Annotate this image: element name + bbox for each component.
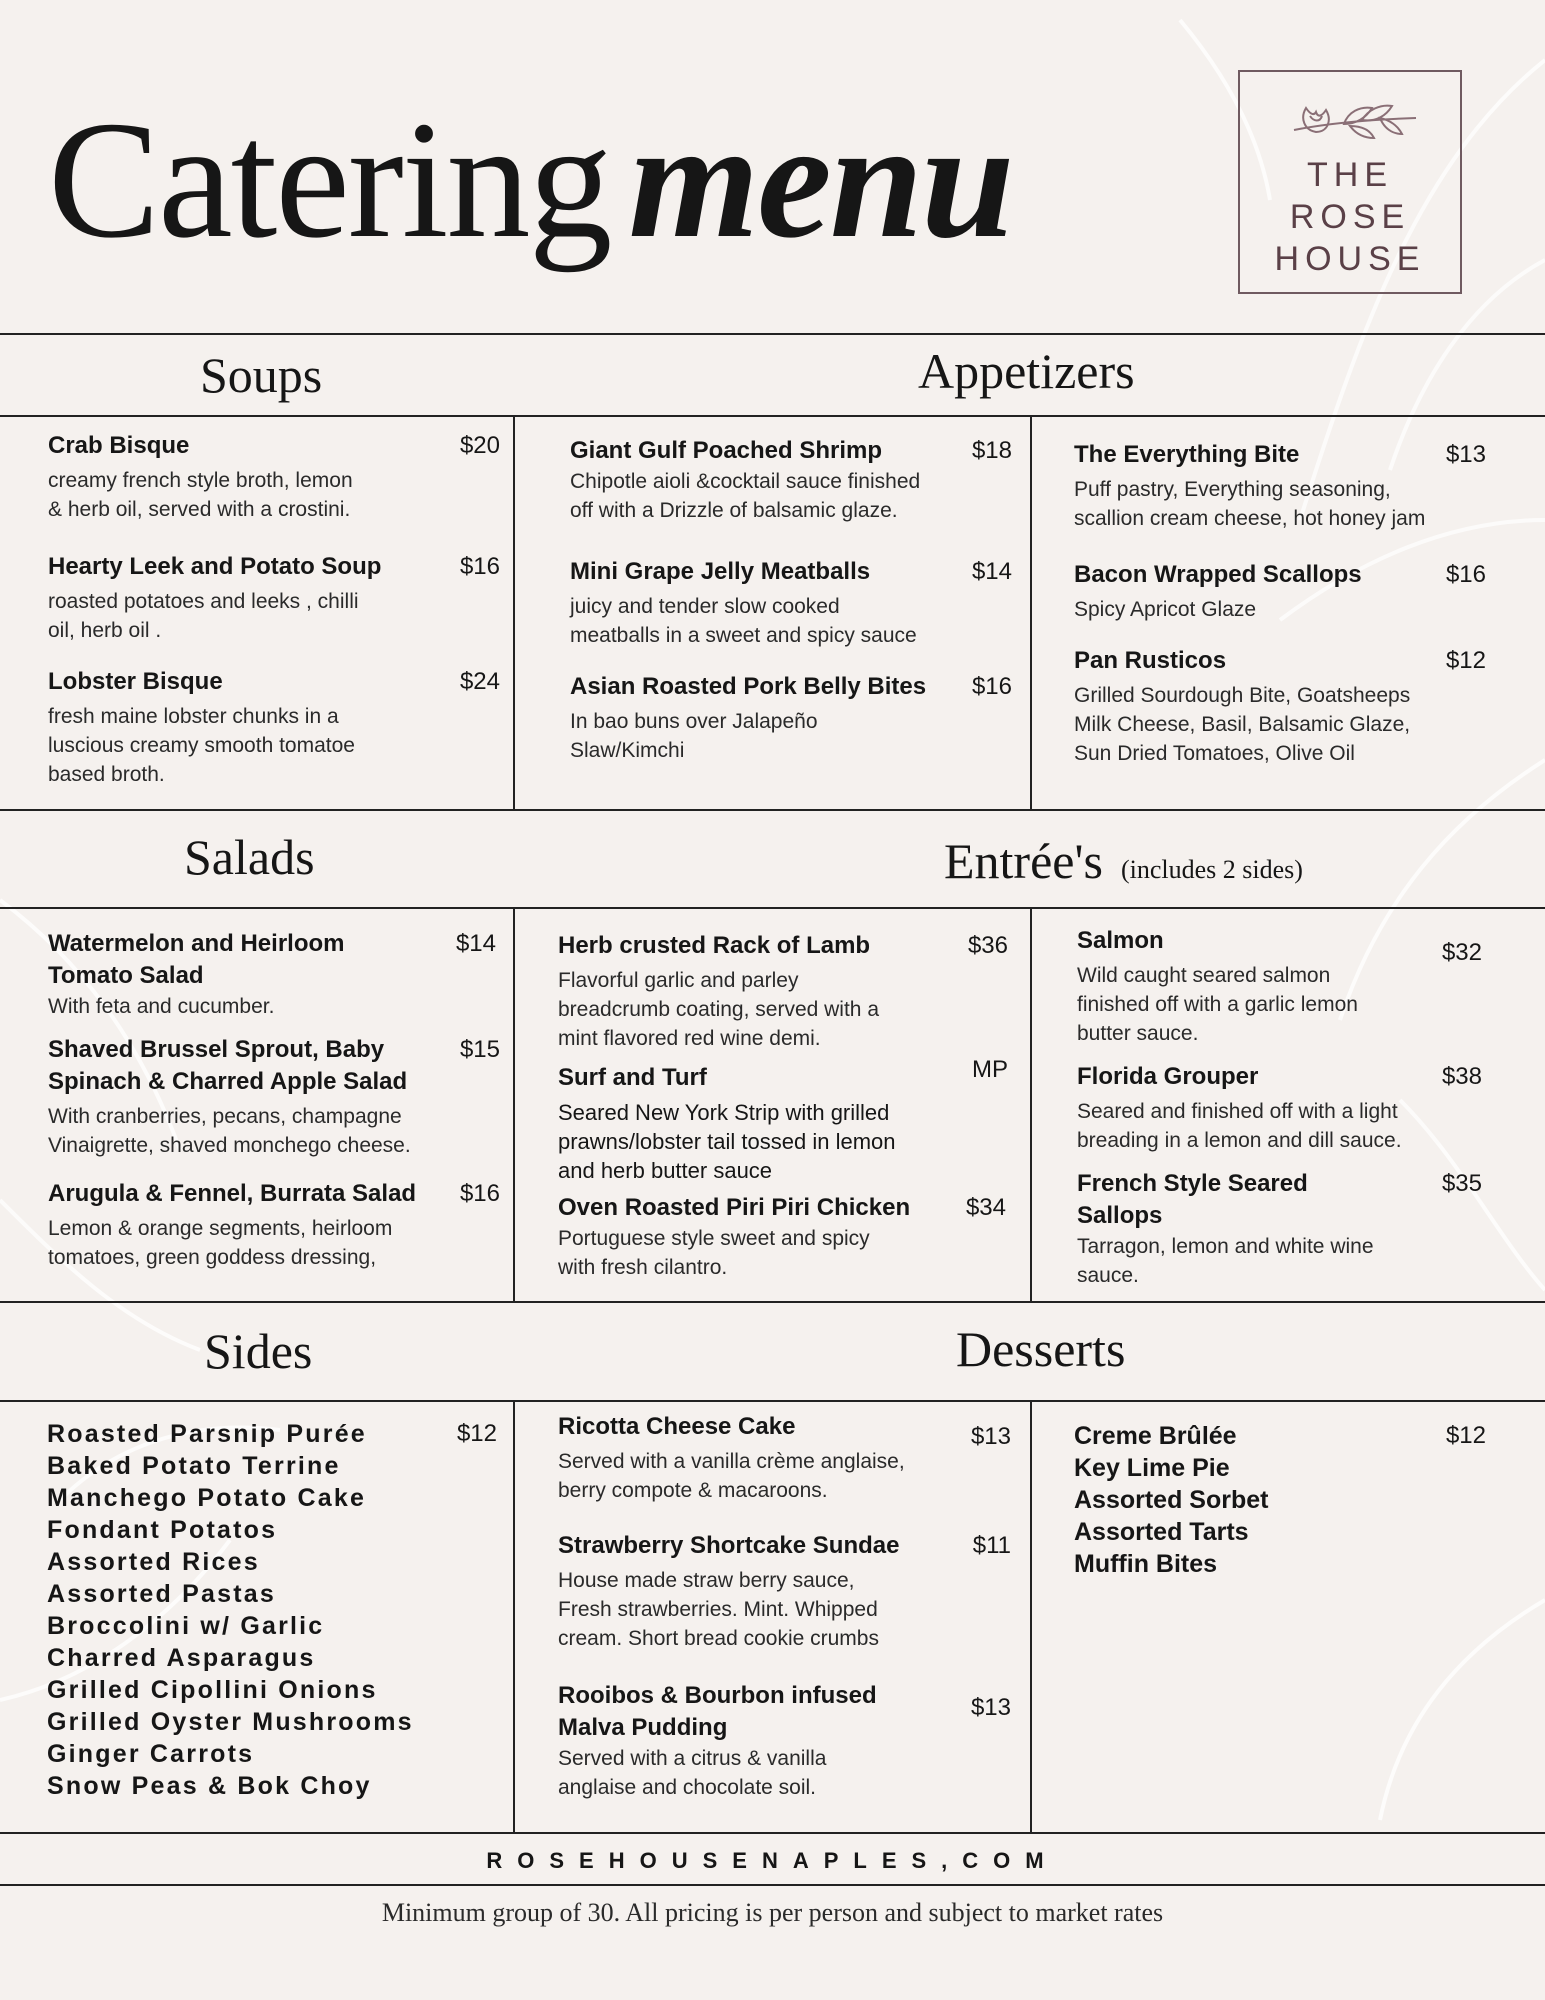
rose-house-logo	[1238, 70, 1462, 294]
desc-line: roasted potatoes and leeks , chilli	[48, 590, 359, 613]
item-price: $11	[972, 1532, 1011, 1559]
desc-line: butter sauce.	[1077, 1022, 1199, 1045]
section-title-salads: Salads	[184, 829, 315, 885]
section-title-soups: Soups	[200, 347, 323, 403]
desc-line: Served with a vanilla crème anglaise,	[558, 1450, 905, 1473]
desc-line: juicy and tender slow cooked	[570, 595, 840, 618]
name-line: Watermelon and Heirloom	[48, 930, 345, 957]
item-name: Herb crusted Rack of Lamb	[558, 932, 871, 959]
column-divider	[513, 1400, 515, 1832]
name-line: Spinach & Charred Apple Salad	[48, 1068, 408, 1095]
logo-line-1: THE	[1307, 156, 1393, 194]
column-divider	[513, 415, 515, 809]
item-price: MP	[972, 1056, 1008, 1083]
menu-item-appetizer	[1074, 439, 1486, 533]
menu-item-appetizer	[1074, 645, 1486, 768]
name-line: Florida Grouper	[1077, 1063, 1259, 1090]
menu-item-dessert	[558, 1680, 1013, 1802]
item-price: $14	[455, 930, 496, 957]
side-item: Charred Asparagus	[47, 1644, 316, 1672]
sides-price: $12	[456, 1420, 497, 1447]
desc-line: Seared New York Strip with grilled	[558, 1100, 890, 1125]
title-main-text: Catering	[48, 87, 611, 273]
footer-note: Minimum group of 30. All pricing is per person and subject to market rates	[381, 1898, 1164, 1927]
desc-line: Tarragon, lemon and white wine	[1077, 1235, 1374, 1258]
menu-item-appetizer	[570, 435, 1012, 525]
item-description	[1077, 1232, 1482, 1290]
desc-line: Flavorful garlic and parley	[558, 969, 799, 992]
section-title-entrees	[944, 832, 1303, 890]
desc-line: Spicy Apricot Glaze	[1074, 598, 1257, 621]
desc-line: fresh maine lobster chunks in a	[48, 705, 339, 728]
desc-line: tomatoes, green goddess dressing,	[48, 1246, 377, 1269]
desc-line: Puff pastry, Everything seasoning,	[1074, 478, 1391, 501]
desc-line: With cranberries, pecans, champagne	[48, 1105, 402, 1128]
item-description	[570, 467, 1012, 525]
desc-line: Grilled Sourdough Bite, Goatsheeps	[1074, 684, 1411, 707]
side-item: Snow Peas & Bok Choy	[47, 1772, 372, 1800]
desc-line: Chipotle aioli &cocktail sauce finished	[570, 470, 921, 493]
entrees-note: (includes 2 sides)	[1120, 855, 1303, 884]
item-description	[48, 1214, 500, 1272]
desc-line: luscious creamy smooth tomatoe	[48, 734, 355, 757]
desc-line: Sun Dried Tomatoes, Olive Oil	[1074, 742, 1355, 765]
title-italic-text: menu	[628, 87, 1013, 273]
divider-top	[0, 333, 1545, 335]
side-item: Assorted Pastas	[47, 1580, 276, 1608]
menu-item-soup	[48, 551, 500, 645]
menu-item-entree	[1077, 1061, 1482, 1155]
item-price: $24	[459, 668, 500, 695]
item-description	[558, 1224, 1008, 1282]
dessert-item: Muffin Bites	[1074, 1550, 1218, 1578]
item-description	[570, 707, 1012, 765]
desc-line: based broth.	[48, 763, 165, 786]
item-name	[48, 928, 500, 992]
desc-line: and herb butter sauce	[558, 1158, 773, 1183]
side-item: Grilled Cipollini Onions	[47, 1676, 378, 1704]
item-name	[558, 1411, 1013, 1443]
desc-line: Lemon & orange segments, heirloom	[48, 1217, 393, 1240]
item-price: $16	[459, 553, 500, 580]
desc-line: finished off with a garlic lemon	[1077, 993, 1358, 1016]
menu-item-soup	[48, 430, 500, 524]
rose-icon	[1284, 90, 1424, 152]
dessert-list	[1074, 1420, 1486, 1580]
side-item: Roasted Parsnip Purée	[47, 1420, 367, 1448]
menu-item-appetizer	[570, 671, 1012, 765]
name-line: Ricotta Cheese Cake	[558, 1413, 796, 1440]
item-description	[48, 702, 500, 789]
divider-row-2-bottom	[0, 1301, 1545, 1303]
item-name: Surf and Turf	[558, 1064, 707, 1091]
name-line: Shaved Brussel Sprout, Baby	[48, 1036, 385, 1063]
desc-line: Slaw/Kimchi	[570, 739, 685, 762]
item-name	[558, 1680, 1013, 1744]
page-title	[48, 87, 1013, 273]
desc-line: sauce.	[1077, 1264, 1139, 1287]
name-line: Malva Pudding	[558, 1714, 728, 1741]
divider-footer	[0, 1884, 1545, 1886]
item-price: $13	[970, 1423, 1011, 1450]
dessert-item: Creme Brûlée	[1074, 1422, 1237, 1450]
desc-line: breadcrumb coating, served with a	[558, 998, 879, 1021]
menu-item-entree	[1077, 1168, 1482, 1290]
side-item: Broccolini w/ Garlic	[47, 1612, 325, 1640]
sides-items	[47, 1418, 501, 1802]
desc-line: & herb oil, served with a crostini.	[48, 498, 351, 521]
side-item: Assorted Rices	[47, 1548, 260, 1576]
name-line: Arugula & Fennel, Burrata Salad	[48, 1180, 417, 1207]
item-name	[1077, 1168, 1482, 1232]
item-name: Mini Grape Jelly Meatballs	[570, 558, 871, 585]
item-price: $38	[1441, 1063, 1482, 1090]
desc-line: Wild caught seared salmon	[1077, 964, 1331, 987]
item-price: $12	[1445, 647, 1486, 674]
divider-row-1-bottom	[0, 809, 1545, 811]
name-line: French Style Seared	[1077, 1170, 1308, 1197]
item-description	[558, 966, 1008, 1053]
logo-line-3: HOUSE	[1274, 240, 1426, 278]
desc-line: In bao buns over Jalapeño	[570, 710, 818, 733]
desc-line: House made straw berry sauce,	[558, 1569, 855, 1592]
item-description	[1077, 1097, 1482, 1155]
item-name: Crab Bisque	[48, 432, 190, 459]
item-description	[558, 1447, 1013, 1505]
website-link[interactable]: ROSEHOUSENAPLES,COM	[486, 1848, 1059, 1873]
divider-under-salads-heading	[0, 907, 1545, 909]
menu-item-entree	[558, 930, 1008, 1053]
menu-item-dessert	[558, 1530, 1013, 1653]
item-name: Asian Roasted Pork Belly Bites	[570, 673, 927, 700]
desc-line: Portuguese style sweet and spicy	[558, 1227, 870, 1250]
side-item: Fondant Potatos	[47, 1516, 278, 1544]
sides-list	[47, 1418, 501, 1802]
name-line: Rooibos & Bourbon infused	[558, 1682, 877, 1709]
dessert-item: Assorted Sorbet	[1074, 1486, 1269, 1514]
desc-line: Milk Cheese, Basil, Balsamic Glaze,	[1074, 713, 1411, 736]
item-price: $13	[1445, 441, 1486, 468]
item-name	[1077, 925, 1482, 957]
name-line: Strawberry Shortcake Sundae	[558, 1532, 900, 1559]
divider-row-3-bottom	[0, 1832, 1545, 1834]
item-description	[558, 1098, 1008, 1185]
dessert-item: Key Lime Pie	[1074, 1454, 1230, 1482]
item-description	[48, 587, 500, 645]
item-price: $35	[1441, 1170, 1482, 1197]
column-divider	[1030, 907, 1032, 1301]
item-name: Pan Rusticos	[1074, 647, 1227, 674]
item-price: $13	[970, 1694, 1011, 1721]
menu-item-entree	[558, 1056, 1008, 1185]
menu-item-entree	[558, 1192, 1008, 1282]
item-name: Oven Roasted Piri Piri Chicken	[558, 1194, 911, 1221]
menu-item-soup	[48, 666, 500, 789]
desc-line: anglaise and chocolate soil.	[558, 1776, 817, 1799]
side-item: Manchego Potato Cake	[47, 1484, 367, 1512]
item-name: Hearty Leek and Potato Soup	[48, 553, 382, 580]
item-price: $16	[1445, 561, 1486, 588]
item-name: The Everything Bite	[1074, 441, 1300, 468]
desc-line: creamy french style broth, lemon	[48, 469, 353, 492]
name-line: Salmon	[1077, 927, 1164, 954]
item-price: $32	[1441, 939, 1482, 966]
item-name	[558, 1530, 1013, 1562]
menu-item-appetizer	[570, 556, 1012, 650]
desc-line: cream. Short bread cookie crumbs	[558, 1627, 879, 1650]
item-description	[558, 1744, 1013, 1802]
item-name: Lobster Bisque	[48, 668, 223, 695]
section-title-desserts: Desserts	[956, 1321, 1126, 1377]
entrees-heading: Entrée's	[944, 833, 1103, 889]
item-price: $16	[971, 673, 1012, 700]
dessert-items	[1074, 1420, 1486, 1580]
item-name	[1077, 1061, 1482, 1093]
desc-line: meatballs in a sweet and spicy sauce	[570, 624, 917, 647]
desc-line: off with a Drizzle of balsamic glaze.	[570, 499, 898, 522]
desc-line: oil, herb oil .	[48, 619, 162, 642]
item-price: $36	[967, 932, 1008, 959]
item-price: $18	[971, 437, 1012, 464]
item-description	[48, 1102, 500, 1160]
item-name	[48, 1034, 500, 1098]
column-divider	[513, 907, 515, 1301]
menu-item-dessert	[558, 1411, 1013, 1505]
desc-line: prawns/lobster tail tossed in lemon	[558, 1129, 896, 1154]
divider-under-soups-heading	[0, 415, 1545, 417]
logo-line-2: ROSE	[1289, 198, 1411, 236]
name-line: Tomato Salad	[48, 962, 204, 989]
item-description	[1074, 681, 1486, 768]
item-name: Giant Gulf Poached Shrimp	[570, 437, 883, 464]
item-description	[48, 992, 500, 1021]
item-description	[1074, 595, 1486, 624]
menu-item-salad	[48, 1178, 500, 1272]
divider-under-sides-heading	[0, 1400, 1545, 1402]
dessert-price: $12	[1445, 1422, 1486, 1449]
item-description	[558, 1566, 1013, 1653]
desc-line: Seared and finished off with a light	[1077, 1100, 1398, 1123]
item-price: $16	[459, 1180, 500, 1207]
item-name: Bacon Wrapped Scallops	[1074, 561, 1362, 588]
item-description	[48, 466, 500, 524]
item-price: $20	[459, 432, 500, 459]
side-item: Grilled Oyster Mushrooms	[47, 1708, 414, 1736]
menu-item-salad	[48, 928, 500, 1021]
section-title-appetizers: Appetizers	[918, 343, 1135, 399]
menu-item-salad	[48, 1034, 500, 1160]
name-line: Sallops	[1077, 1202, 1163, 1229]
side-item: Ginger Carrots	[47, 1740, 255, 1768]
menu-item-appetizer	[1074, 559, 1486, 624]
item-price: $14	[971, 558, 1012, 585]
item-description	[1077, 961, 1482, 1048]
column-divider	[1030, 1400, 1032, 1832]
side-item: Baked Potato Terrine	[47, 1452, 341, 1480]
desc-line: Fresh strawberries. Mint. Whipped	[558, 1598, 878, 1621]
column-divider	[1030, 415, 1032, 809]
desc-line: scallion cream cheese, hot honey jam	[1074, 507, 1426, 530]
item-price: $15	[459, 1036, 500, 1063]
item-description	[1074, 475, 1486, 533]
item-description	[570, 592, 1012, 650]
item-price: $34	[965, 1194, 1006, 1221]
item-name	[48, 1178, 500, 1210]
desc-line: Vinaigrette, shaved monchego cheese.	[48, 1134, 411, 1157]
desc-line: breading in a lemon and dill sauce.	[1077, 1129, 1402, 1152]
desc-line: with fresh cilantro.	[558, 1256, 728, 1279]
menu-item-entree	[1077, 925, 1482, 1048]
desc-line: berry compote & macaroons.	[558, 1479, 828, 1502]
desc-line: mint flavored red wine demi.	[558, 1027, 821, 1050]
desc-line: With feta and cucumber.	[48, 995, 275, 1018]
desc-line: Served with a citrus & vanilla	[558, 1747, 827, 1770]
dessert-item: Assorted Tarts	[1074, 1518, 1249, 1546]
section-title-sides: Sides	[204, 1323, 313, 1379]
